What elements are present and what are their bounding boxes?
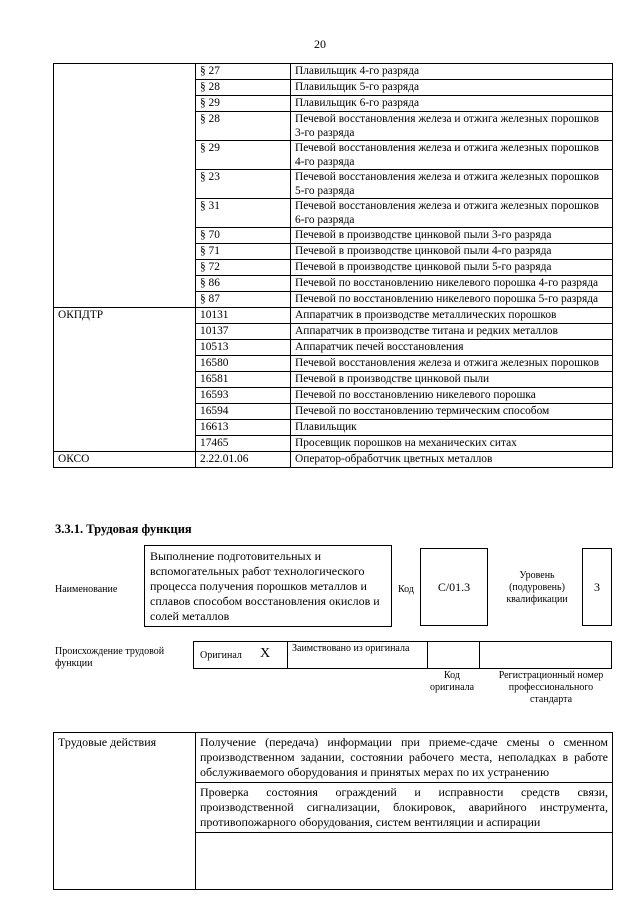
okpdtr-code: 17465 (196, 436, 291, 452)
etks-code: § 27 (196, 64, 291, 80)
original-label: Оригинал (200, 650, 242, 661)
okso-label: ОКСО (54, 452, 196, 468)
action-item: Получение (передача) информации при приеме-сдаче смены о сменном производственном задании, состоянии рабочего места, неполадках в работе обслуживаемого оборудования и принятых мерах по их устранению (196, 733, 613, 783)
etks-code: § 72 (196, 260, 291, 276)
okpdtr-code: 10131 (196, 308, 291, 324)
okso-title: Оператор-обработчик цветных металлов (291, 452, 613, 468)
level-value-box: 3 (582, 548, 612, 626)
okpdtr-code: 16593 (196, 388, 291, 404)
etks-title: Плавильщик 5-го разряда (291, 80, 613, 96)
etks-code: § 28 (196, 80, 291, 96)
origin-code-label: Код оригинала (429, 670, 475, 693)
etks-title: Плавильщик 4-го разряда (291, 64, 613, 80)
borrowed-cell (287, 642, 428, 668)
etks-code: § 23 (196, 170, 291, 199)
okpdtr-code: 10137 (196, 324, 291, 340)
origin-label: Происхождение трудовой функции (55, 646, 165, 669)
actions-table (53, 732, 613, 890)
okpdtr-title: Аппаратчик печей восстановления (291, 340, 613, 356)
etks-code: § 29 (196, 96, 291, 112)
original-cell (194, 642, 288, 668)
okpdtr-code: 16580 (196, 356, 291, 372)
reg-number-cell (479, 642, 611, 668)
okpdtr-title: Аппаратчик в производстве металлических порошков (291, 308, 613, 324)
origin-row (193, 641, 612, 669)
section-title: 3.3.1. Трудовая функция (55, 522, 192, 536)
table-row (54, 308, 613, 324)
okpdtr-title: Печевой восстановления железа и отжига железных порошков (291, 356, 613, 372)
table-row (54, 64, 613, 80)
etks-title: Печевой в производстве цинковой пыли 3-го разряда (291, 228, 613, 244)
level-label: Уровень (подуровень) квалификации (506, 570, 568, 605)
function-name-box: Выполнение подготовительных и вспомогательных работ технологического процесса получения порошков металлов и сплавов способом восстановления окислов и солей металлов (144, 545, 392, 627)
etks-title: Печевой восстановления железа и отжига железных порошков 3-го разряда (291, 112, 613, 141)
okpdtr-title: Печевой по восстановлению никелевого порошка (291, 388, 613, 404)
okpdtr-label: ОКПДТР (54, 308, 196, 452)
action-item: Проверка состояния ограждений и исправности средств связи, производственной сигнализации, блокировок, аварийного инструмента, противопожарного оборудования, систем вентиляции и аспирации (196, 783, 613, 833)
actions-label: Трудовые действия (54, 733, 196, 890)
okpdtr-code: 16613 (196, 420, 291, 436)
etks-code: § 31 (196, 199, 291, 228)
etks-code: § 70 (196, 228, 291, 244)
action-item-empty (196, 833, 613, 890)
original-mark: X (260, 646, 271, 661)
name-label: Наименование (55, 584, 118, 595)
code-label: Код (398, 584, 414, 595)
okpdtr-title: Аппаратчик в производстве титана и редких металлов (291, 324, 613, 340)
okpdtr-code: 16594 (196, 404, 291, 420)
etks-code: § 28 (196, 112, 291, 141)
etks-title: Печевой восстановления железа и отжига железных порошков 6-го разряда (291, 199, 613, 228)
page-number: 20 (314, 37, 326, 51)
codes-table (53, 63, 613, 468)
okpdtr-title: Печевой по восстановлению термическим способом (291, 404, 613, 420)
table-row (54, 733, 613, 783)
etks-label-cell (54, 64, 196, 308)
etks-code: § 71 (196, 244, 291, 260)
okpdtr-title: Плавильщик (291, 420, 613, 436)
reg-number-label: Регистрационный номер профессионального стандарта (498, 670, 604, 705)
table-row (54, 452, 613, 468)
etks-title: Печевой по восстановлению никелевого порошка 4-го разряда (291, 276, 613, 292)
origin-code-cell (427, 642, 480, 668)
okso-code: 2.22.01.06 (196, 452, 291, 468)
etks-title: Плавильщик 6-го разряда (291, 96, 613, 112)
etks-code: § 87 (196, 292, 291, 308)
etks-title: Печевой в производстве цинковой пыли 5-го разряда (291, 260, 613, 276)
etks-title: Печевой в производстве цинковой пыли 4-го разряда (291, 244, 613, 260)
okpdtr-title: Просевщик порошков на механических ситах (291, 436, 613, 452)
etks-title: Печевой восстановления железа и отжига железных порошков 4-го разряда (291, 141, 613, 170)
etks-title: Печевой восстановления железа и отжига железных порошков 5-го разряда (291, 170, 613, 199)
okpdtr-title: Печевой в производстве цинковой пыли (291, 372, 613, 388)
etks-code: § 29 (196, 141, 291, 170)
etks-code: § 86 (196, 276, 291, 292)
borrowed-label: Заимствовано из оригинала (292, 643, 410, 654)
okpdtr-code: 10513 (196, 340, 291, 356)
okpdtr-code: 16581 (196, 372, 291, 388)
etks-title: Печевой по восстановлению никелевого порошка 5-го разряда (291, 292, 613, 308)
function-code-box: C/01.3 (420, 548, 488, 626)
